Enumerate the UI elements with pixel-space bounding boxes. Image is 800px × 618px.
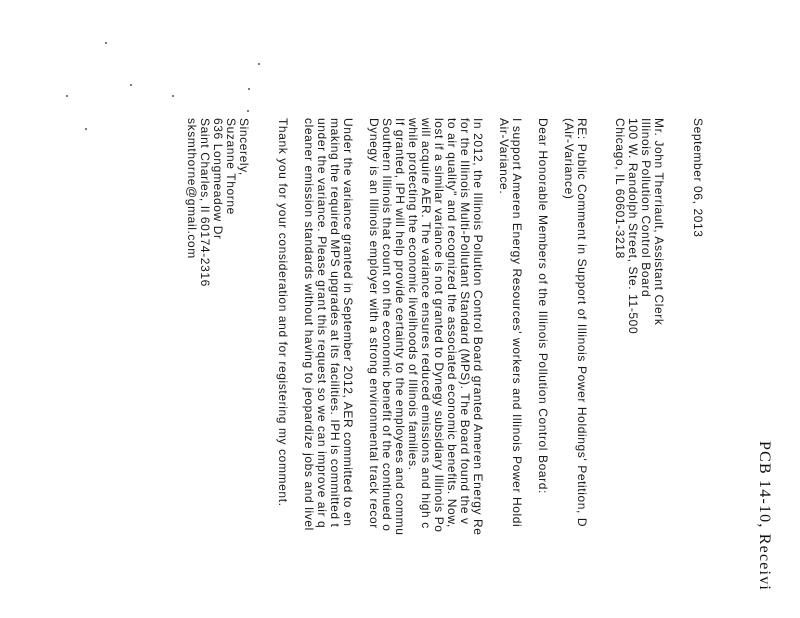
subject-line: RE: Public Comment in Support of Illinois Power Holdings' Petition, D (575, 118, 589, 528)
subject-line: (Air-Variance) (562, 118, 576, 200)
body-line: Dynegy is an Illinois employer with a strong environmental track recor (367, 118, 381, 529)
docket-header: PCB 14-10, Receivi (756, 441, 773, 592)
recipient-line: Illinois Pollution Control Board (639, 118, 653, 298)
closing-remark: Thank you for your consideration and for registering my comment. (276, 118, 290, 507)
body-line: Air-Variance. (497, 118, 511, 195)
scan-speck (258, 63, 260, 65)
body-line: lost if a similar variance is not granted to Dynegy subsidiary Illinois Po (432, 118, 446, 533)
body-line: will acquire AER. The variance ensures reduced emissions and high c (419, 118, 433, 529)
body-line: cleaner emission standards without having to jeopardize jobs and livel (302, 118, 316, 531)
body-line: In 2012, the Illinois Pollution Control Board granted Ameren Energy Re (471, 118, 485, 536)
recipient-line: Chicago, IL 60601-3218 (613, 118, 627, 259)
scan-speck (66, 95, 68, 97)
body-line: Southern Illinois that count on the economic benefit of the continued o (380, 118, 394, 532)
scan-speck (85, 128, 87, 130)
scan-speck (248, 88, 250, 90)
scan-speck (247, 110, 249, 112)
scan-speck (105, 42, 107, 44)
signature-city: Saint Charles, Il 60174-2316 (198, 118, 212, 287)
closing: Sincerely, (237, 118, 251, 176)
recipient-line: Mr. John Therriault, Assistant Clerk (652, 118, 666, 326)
signature-name: Suzanne Thorne (224, 118, 238, 215)
body-line: under the variance. Please grant this request so we can improve air q (315, 118, 329, 529)
body-line: I support Ameren Energy Resources' workers and Illinois Power Holdi (510, 118, 524, 528)
body-line: for the Illinois Multi-Pollutant Standard (MPS). The Board found the v (458, 118, 472, 525)
body-line: making the required MPS upgrades at its facilities. IPH is committed t (328, 118, 342, 528)
body-line: If granted, IPH will help provide certainty to the employees and commu (393, 118, 407, 536)
body-line: to air quality" and recognized the associated economic benefits. Now, (445, 118, 459, 528)
scan-speck (130, 84, 132, 86)
letter-date: September 06, 2013 (691, 118, 705, 238)
salutation: Dear Honorable Members of the Illinois Pollution Control Board: (536, 118, 550, 494)
body-line: Under the variance granted in September 2012, AER committed to en (341, 118, 355, 527)
recipient-line: 100 W. Randolph Street, Ste. 11-500 (626, 118, 640, 335)
signature-email: sksmthorne@gmail.com (185, 118, 199, 259)
scan-speck (172, 95, 174, 97)
body-line: while protecting the economic livelihoods of Illinois families. (406, 118, 420, 471)
signature-address: 636 Longmeadow Dr (211, 118, 225, 240)
